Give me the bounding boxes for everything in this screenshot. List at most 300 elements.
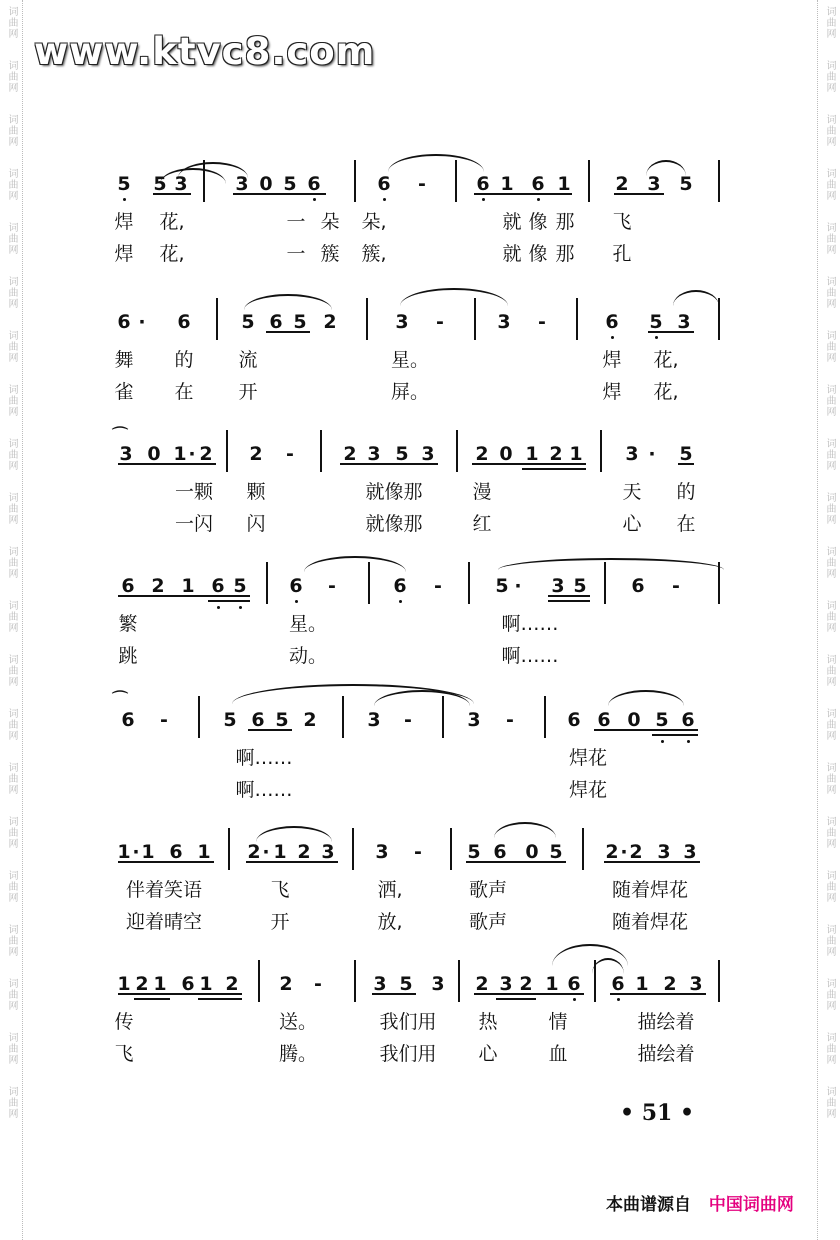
lyric: 心 [622,513,642,535]
score-system-2 [114,306,724,410]
note: 0 [499,443,513,465]
note: 3 [395,311,409,333]
note: 2 [303,709,317,731]
lyric: 闪 [246,513,266,535]
note: 5 [117,173,131,195]
notation-row [118,968,724,1008]
note: 5 [233,575,247,597]
lyric: 描绘着 [637,1011,695,1033]
watermark-text: 词曲网 [6,1032,17,1065]
note: 1 [545,973,559,995]
note: 3 [683,841,697,863]
note: 1 [273,841,287,863]
lyric: 屏。 [390,381,430,403]
watermark-text: 词曲网 [824,600,835,633]
note: - [436,311,444,333]
continuation-mark: ⌒ [112,425,129,444]
note: 6 [393,575,407,597]
note: 3 [321,841,335,863]
octave-dot [611,336,614,339]
lyric: 朵, [361,211,387,233]
note: - [404,709,412,731]
watermark-text: 词曲网 [6,330,17,363]
barline [450,828,452,870]
source-site-link[interactable]: 中国词曲网 [708,1195,794,1215]
note: 5 [283,173,297,195]
lyric: 就 [502,211,522,233]
note: 3 [367,443,381,465]
note: 1 [117,841,131,863]
underline [118,463,216,465]
note: 6 [307,173,321,195]
underline [614,193,664,195]
lyric: 歌声 [468,911,508,933]
octave-dot [295,600,298,603]
octave-dot [617,998,620,1001]
note: 3 [373,973,387,995]
note: 6 [611,973,625,995]
lyric: 我们用 [379,1043,437,1065]
note: 5 [573,575,587,597]
lyric: 舞 [114,349,134,371]
note: 0 [627,709,641,731]
lyric: 一 [286,211,306,233]
note: 3 [677,311,691,333]
lyric: 就 [502,243,522,265]
note: 6 [377,173,391,195]
underline [246,861,338,863]
lyric: 焊 [602,381,622,403]
note: 6 [605,311,619,333]
lyric: 花, [159,211,185,233]
note: 3 [375,841,389,863]
lyric: 一闪 [174,513,214,535]
lyric: 迎着晴空 [125,911,203,933]
lyric: 传 [114,1011,134,1033]
note: 1 [635,973,649,995]
underline [153,193,191,195]
lyric: 开 [270,911,290,933]
watermark-text: 词曲网 [824,546,835,579]
barline [320,430,322,472]
note: 2 [475,973,489,995]
note: 1 [141,841,155,863]
octave-dot [537,198,540,201]
lyric: 一 [286,243,306,265]
lyric: 花, [159,243,185,265]
lyrics-verse-1 [118,610,724,642]
note: 5 [395,443,409,465]
lyric: 焊花 [568,779,608,801]
lyric: 就像那 [365,513,423,535]
watermark-text: 词曲网 [824,870,835,903]
watermark-text: 词曲网 [6,276,17,309]
watermark-text: 词曲网 [6,978,17,1011]
note: - [160,709,168,731]
underline [474,993,584,995]
octave-dot [482,198,485,201]
note: · [262,841,270,863]
lyric: 焊 [602,349,622,371]
watermark-text: 词曲网 [6,492,17,525]
watermark-text: 词曲网 [824,60,835,93]
lyric: 热 [478,1011,498,1033]
note: 2 [549,443,563,465]
barline [226,430,228,472]
lyric: 天 [622,481,642,503]
note: 3 [625,443,639,465]
note: 6 [251,709,265,731]
note: 5 [275,709,289,731]
lyric: 孔 [612,243,632,265]
note: 3 [657,841,671,863]
note: 3 [551,575,565,597]
watermark-text: 词曲网 [6,384,17,417]
underline [474,193,572,195]
barline [594,960,596,1002]
underline [548,595,590,597]
lyric: 洒, [377,879,403,901]
barline [354,160,356,202]
watermark-text: 词曲网 [6,654,17,687]
note: 1 [525,443,539,465]
octave-dot [399,600,402,603]
note: 2 [297,841,311,863]
underline [118,595,250,597]
octave-dot [313,198,316,201]
lyric: 的 [174,349,194,371]
note: 5 [241,311,255,333]
underline [466,861,566,863]
note: 5 [467,841,481,863]
lyric: 随着焊花 [611,879,689,901]
note: 6 [567,973,581,995]
watermark-text: 词曲网 [6,546,17,579]
note: 3 [119,443,133,465]
note: 2 [343,443,357,465]
note: 2 [663,973,677,995]
barline [198,696,200,738]
page-number: • 51 • [620,1100,695,1126]
lyric: 腾。 [278,1043,318,1065]
note: 2 [519,973,533,995]
lyric: 那 [555,243,575,265]
lyric: 像 [528,211,548,233]
score-system-3 [112,425,724,542]
note: 5 [549,841,563,863]
note: 2 [323,311,337,333]
barline [718,298,720,340]
octave-dot [217,606,220,609]
lyrics-verse-2 [118,642,724,674]
note: 6 [631,575,645,597]
watermark-text: 词曲网 [824,816,835,849]
lyric: 飞 [114,1043,134,1065]
note: 5 [293,311,307,333]
note: · [648,443,656,465]
underline [134,998,170,1000]
underline [652,734,698,736]
note: - [434,575,442,597]
underline [648,331,694,333]
slur [498,558,724,570]
note: 3 [235,173,249,195]
barline [455,160,457,202]
watermark-text: 词曲网 [6,60,17,93]
lyric: 星。 [390,349,430,371]
watermark-text: 词曲网 [6,222,17,255]
notation-row [118,704,724,744]
lyrics-verse-2 [114,378,724,410]
lyrics-verse-2 [118,510,724,542]
watermark-text: 词曲网 [6,816,17,849]
note: 6 [597,709,611,731]
watermark-text: 词曲网 [824,1032,835,1065]
lyric: 花, [653,381,679,403]
underline [678,463,694,465]
lyric: 在 [676,513,696,535]
note: 1 [181,575,195,597]
octave-dot [661,740,664,743]
watermark-text: 词曲网 [824,762,835,795]
barline [544,696,546,738]
note: 5 [679,173,693,195]
barline [718,160,720,202]
note: 1 [569,443,583,465]
lyrics-verse-1 [114,1008,724,1040]
lyric: 飞 [270,879,290,901]
lyrics-verse-2 [118,908,724,940]
barline [354,960,356,1002]
note: · [138,311,146,333]
watermark-text: 词曲网 [6,1086,17,1119]
lyrics-verse-1 [118,876,724,908]
barline [582,828,584,870]
note: 2 [629,841,643,863]
underline [198,998,242,1000]
lyric: 飞 [612,211,632,233]
barline [342,696,344,738]
lyrics-verse-2 [118,776,724,808]
note: 3 [499,973,513,995]
watermark-text: 词曲网 [824,924,835,957]
note: 3 [497,311,511,333]
note: 5 [655,709,669,731]
lyric: 红 [472,513,492,535]
lyrics-verse-1 [118,744,724,776]
note: 0 [525,841,539,863]
underline [233,193,326,195]
lyric: 心 [478,1043,498,1065]
lyric: 开 [238,381,258,403]
watermark-text: 词曲网 [6,168,17,201]
watermark-text: 词曲网 [824,384,835,417]
watermark-text: 词曲网 [6,6,17,39]
underline [340,463,438,465]
watermark-text: 词曲网 [6,600,17,633]
underline [522,468,586,470]
continuation-mark: ⌒ [112,689,129,708]
lyric: 啊…… [501,613,559,635]
lyric: 颗 [246,481,266,503]
barline [368,562,370,604]
octave-dot [123,198,126,201]
note: 1 [117,973,131,995]
lyric: 啊…… [235,779,293,801]
barline [600,430,602,472]
watermark-text: 词曲网 [824,438,835,471]
slur [400,288,508,306]
watermark-text: 词曲网 [824,168,835,201]
watermark-text: 词曲网 [6,762,17,795]
octave-dot [383,198,386,201]
watermark-text: 词曲网 [6,870,17,903]
barline [228,828,230,870]
note: 1 [173,443,187,465]
note: 2 [199,443,213,465]
source-label: 本曲谱源自 [606,1195,691,1215]
note: - [538,311,546,333]
notation-row [118,836,724,876]
lyric: 像 [528,243,548,265]
note: 6 [289,575,303,597]
right-watermark-strip [817,0,840,1240]
octave-dot [573,998,576,1001]
notation-row [118,168,724,208]
note: 3 [647,173,661,195]
underline [208,600,250,602]
barline [266,562,268,604]
note: 1 [500,173,514,195]
barline [456,430,458,472]
note: 6 [117,311,131,333]
barline [468,562,470,604]
lyric: 歌声 [468,879,508,901]
underline [594,729,698,731]
underline [610,993,706,995]
lyric: 焊 [114,243,134,265]
watermark-text: 词曲网 [824,978,835,1011]
note: 6 [181,973,195,995]
note: 6 [681,709,695,731]
note: 2 [279,973,293,995]
note: 6 [177,311,191,333]
watermark-text: 词曲网 [6,114,17,147]
note: 5 [679,443,693,465]
note: · [132,841,140,863]
lyric: 朵 [320,211,340,233]
watermark-text: 词曲网 [6,708,17,741]
note: 5 [153,173,167,195]
barline [366,298,368,340]
watermark-text: 词曲网 [824,114,835,147]
note: - [314,973,322,995]
note: - [506,709,514,731]
lyric: 啊…… [501,645,559,667]
underline [248,729,292,731]
lyric: 我们用 [379,1011,437,1033]
slur [673,290,719,306]
lyrics-verse-2 [114,1040,724,1072]
lyric: 星。 [288,613,328,635]
watermark-text: 词曲网 [824,492,835,525]
watermark-text: 词曲网 [824,330,835,363]
barline [474,298,476,340]
lyric: 流 [238,349,258,371]
note: 2 [475,443,489,465]
lyric: 那 [555,211,575,233]
lyrics-verse-1 [118,478,724,510]
octave-dot [687,740,690,743]
note: 1 [199,973,213,995]
score-system-5 [112,689,724,808]
watermark-text: 词曲网 [824,708,835,741]
lyrics-verse-1 [114,346,724,378]
notation-row [118,570,724,610]
lyric: 漫 [472,481,492,503]
underline [604,861,700,863]
underline [472,463,586,465]
note: 6 [531,173,545,195]
lyric: 雀 [114,381,134,403]
lyric: 就像那 [365,481,423,503]
note: 5 [399,973,413,995]
note: 3 [367,709,381,731]
watermark-text: 词曲网 [6,924,17,957]
lyric: 放, [377,911,403,933]
underline [118,861,214,863]
note: 3 [689,973,703,995]
lyric: 焊 [114,211,134,233]
note: 1 [557,173,571,195]
note: - [672,575,680,597]
note: - [328,575,336,597]
score-system-4 [118,570,724,674]
notation-row [118,438,724,478]
watermark-text: 词曲网 [824,222,835,255]
lyric: 花, [653,349,679,371]
watermark-text: 词曲网 [824,6,835,39]
underline [496,998,536,1000]
note: 5 [223,709,237,731]
barline [576,298,578,340]
note: 1 [153,973,167,995]
lyric: 血 [548,1043,568,1065]
note: 0 [259,173,273,195]
lyric: 在 [174,381,194,403]
barline [352,828,354,870]
lyric: 簇, [361,243,387,265]
note: 3 [467,709,481,731]
note: 3 [174,173,188,195]
note: 5 [649,311,663,333]
note: 2 [249,443,263,465]
note: 2 [135,973,149,995]
note: 1 [197,841,211,863]
note: · [188,443,196,465]
lyric: 的 [676,481,696,503]
lyrics-verse-2 [114,240,724,272]
lyric: 伴着笑语 [125,879,203,901]
lyric: 随着焊花 [611,911,689,933]
note: 2 [151,575,165,597]
note: - [418,173,426,195]
octave-dot [239,606,242,609]
note: 6 [121,575,135,597]
lyric: 繁 [118,613,138,635]
watermark-text: 词曲网 [824,654,835,687]
watermark-text: 词曲网 [824,276,835,309]
